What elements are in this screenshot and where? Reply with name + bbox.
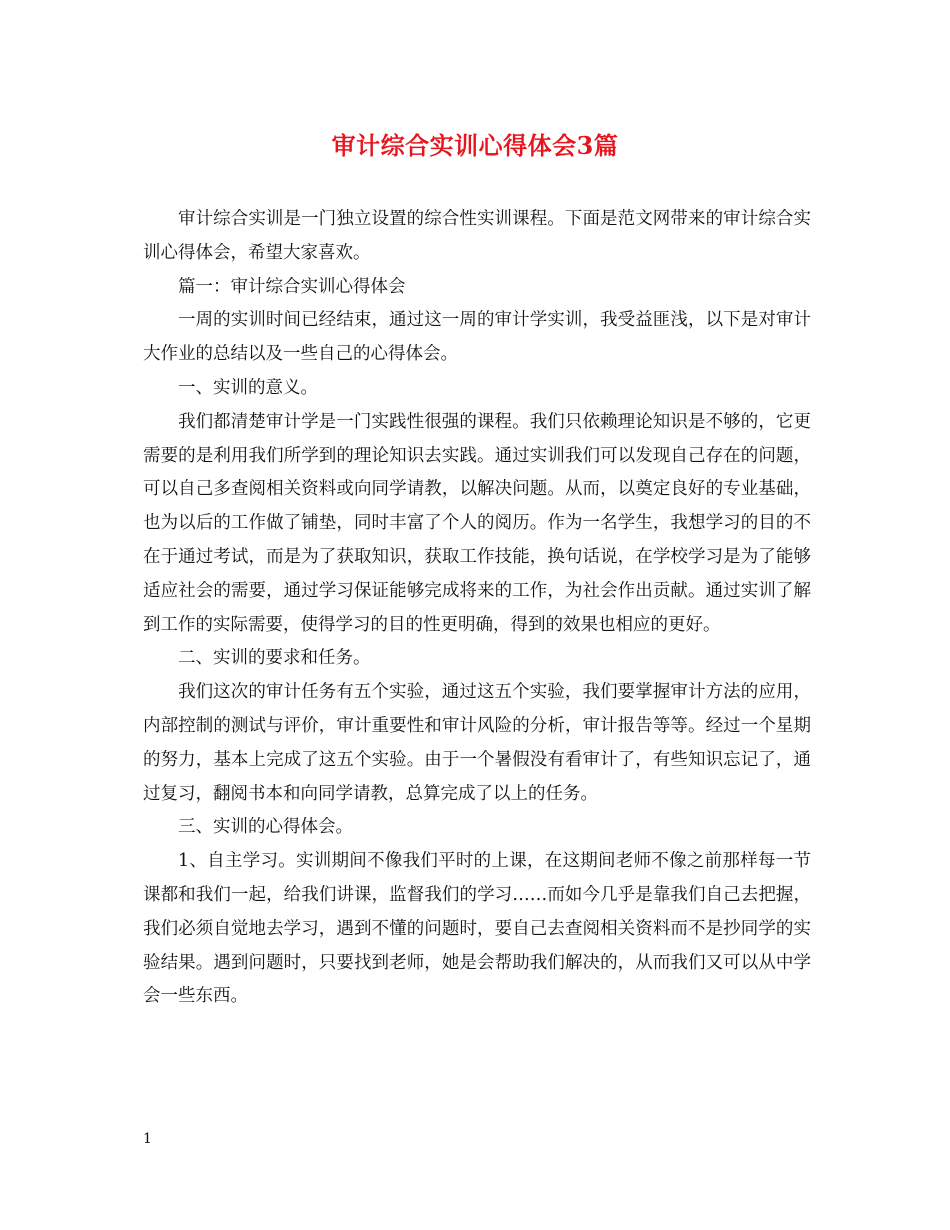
page-number: 1 xyxy=(143,1131,152,1147)
paragraph-self-study: 1、自主学习。实训期间不像我们平时的上课，在这期间老师不像之前那样每一节课都和我们一起，给我们讲课，监督我们的学习……而如今几乎是靠我们自己去把握，我们必须自觉地去学习，遇到不懂的问题时，要自己去查阅相关资料而不是抄同学的实验结果。遇到问题时，只要找到老师，她是会帮助我们解决的，从而我们又可以从中学会一些东西。 xyxy=(143,851,811,1007)
intro-paragraph: 审计综合实训是一门独立设置的综合性实训课程。下面是范文网带来的审计综合实训心得体会，希望大家喜欢。 xyxy=(143,209,811,263)
section-heading-significance: 一、实训的意义。 xyxy=(178,377,318,398)
section-heading-part-one: 篇一：审计综合实训心得体会 xyxy=(178,276,406,297)
document-body xyxy=(143,203,811,1014)
paragraph-overview: 一周的实训时间已经结束，通过这一周的审计学实训，我受益匪浅，以下是对审计大作业的总结以及一些自己的心得体会。 xyxy=(143,310,811,365)
section-heading-experience: 三、实训的心得体会。 xyxy=(178,817,353,838)
section-heading-requirements: 二、实训的要求和任务。 xyxy=(178,648,371,669)
paragraph-requirements: 我们这次的审计任务有五个实验，通过这五个实验，我们要掌握审计方法的应用，内部控制的测试与评价，审计重要性和审计风险的分析，审计报告等等。经过一个星期的努力，基本上完成了这五个实验。由于一个暑假没有看审计了，有些知识忘记了，通过复习，翻阅书本和向同学请教，总算完成了以上的任务。 xyxy=(143,682,811,804)
document-title: 审计综合实训心得体会3篇 xyxy=(331,131,619,160)
paragraph-significance: 我们都清楚审计学是一门实践性很强的课程。我们只依赖理论知识是不够的，它更需要的是利用我们所学到的理论知识去实践。通过实训我们可以发现自己存在的问题，可以自己多查阅相关资料或向同学请教，以解决问题。从而，以奠定良好的专业基础，也为以后的工作做了铺垫，同时丰富了个人的阅历。作为一名学生，我想学习的目的不在于通过考试，而是为了获取知识，获取工作技能，换句话说，在学校学习是为了能够适应社会的需要，通过学习保证能够完成将来的工作，为社会作出贡献。通过实训了解到工作的实际需要，使得学习的目的性更明确，得到的效果也相应的更好。 xyxy=(143,411,811,635)
